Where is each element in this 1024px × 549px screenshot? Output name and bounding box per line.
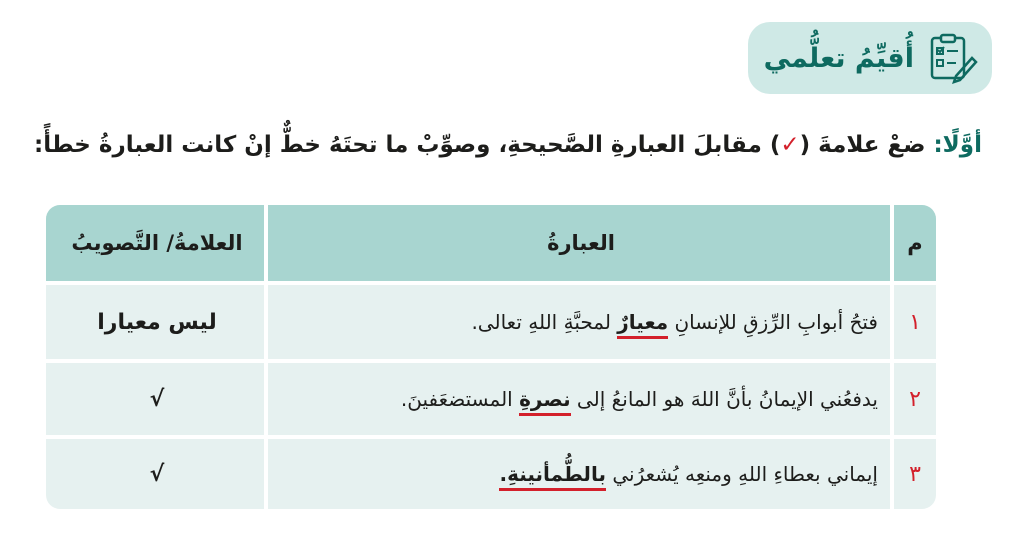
statement-before: فتحُ أبوابِ الرِّزقِ للإنسانِ <box>668 310 878 334</box>
row-divider <box>46 435 936 439</box>
row-mark: √ <box>149 386 165 412</box>
statement-before: يدفعُني الإيمانُ بأنَّ اللهَ هو المانعُ إلى <box>570 387 878 411</box>
header-mark: العلامةُ/ التَّصويبُ <box>71 231 243 255</box>
underlined-keyword: نصرةِ <box>519 387 570 416</box>
header-number-cell <box>894 205 936 281</box>
check-mark-icon: ✓ <box>780 132 800 158</box>
row-statement <box>401 387 878 411</box>
row-mark-cell <box>46 285 268 359</box>
row-mark-cell <box>46 363 268 435</box>
row-statement-cell <box>268 439 894 509</box>
row-number-cell <box>894 285 936 359</box>
instruction-text-before: ضعْ علامةَ ( <box>799 132 926 158</box>
instruction-line <box>32 132 982 158</box>
row-statement <box>471 310 878 334</box>
table-row <box>46 285 936 359</box>
underlined-keyword: بالطُّمأنينةِ. <box>499 462 606 491</box>
row-divider <box>46 359 936 363</box>
row-statement-cell <box>268 363 894 435</box>
row-divider <box>46 281 936 285</box>
row-mark-cell <box>46 439 268 509</box>
table-row <box>46 439 936 509</box>
table-row <box>46 363 936 435</box>
row-number: ٢ <box>909 386 921 412</box>
row-mark: √ <box>149 461 165 487</box>
statements-table <box>46 205 936 509</box>
header-statement: العبارةُ <box>547 231 615 255</box>
row-statement <box>499 462 878 486</box>
row-number-cell <box>894 363 936 435</box>
header-statement-cell <box>268 205 894 281</box>
statement-after: المستضعَفينَ. <box>400 387 520 411</box>
header-number: م <box>907 231 923 255</box>
instruction-text-after: ) مقابلَ العبارةِ الصَّحيحةِ، وصوِّبْ ما تحتَهُ خطٌّ إنْ كانت العبارةُ خطأً: <box>34 132 781 158</box>
column-divider <box>890 205 894 509</box>
instruction-lead: أوَّلًا: <box>933 132 982 158</box>
statement-after: لمحبَّةِ اللهِ تعالى. <box>471 310 618 334</box>
checklist-pencil-icon <box>926 32 978 84</box>
row-mark: ليس معيارا <box>97 309 217 335</box>
statement-before: إيماني بعطاءِ اللهِ ومنعِه يُشعرُني <box>605 462 878 486</box>
row-number: ٣ <box>909 461 921 487</box>
row-number-cell <box>894 439 936 509</box>
header-mark-cell <box>46 205 268 281</box>
section-badge <box>748 22 992 94</box>
row-statement-cell <box>268 285 894 359</box>
row-number: ١ <box>909 309 921 335</box>
section-title: أُقيِّمُ تعلُّمي <box>763 42 914 74</box>
column-divider <box>264 205 268 509</box>
table-header-row <box>46 205 936 281</box>
underlined-keyword: معيارٌ <box>617 310 668 339</box>
